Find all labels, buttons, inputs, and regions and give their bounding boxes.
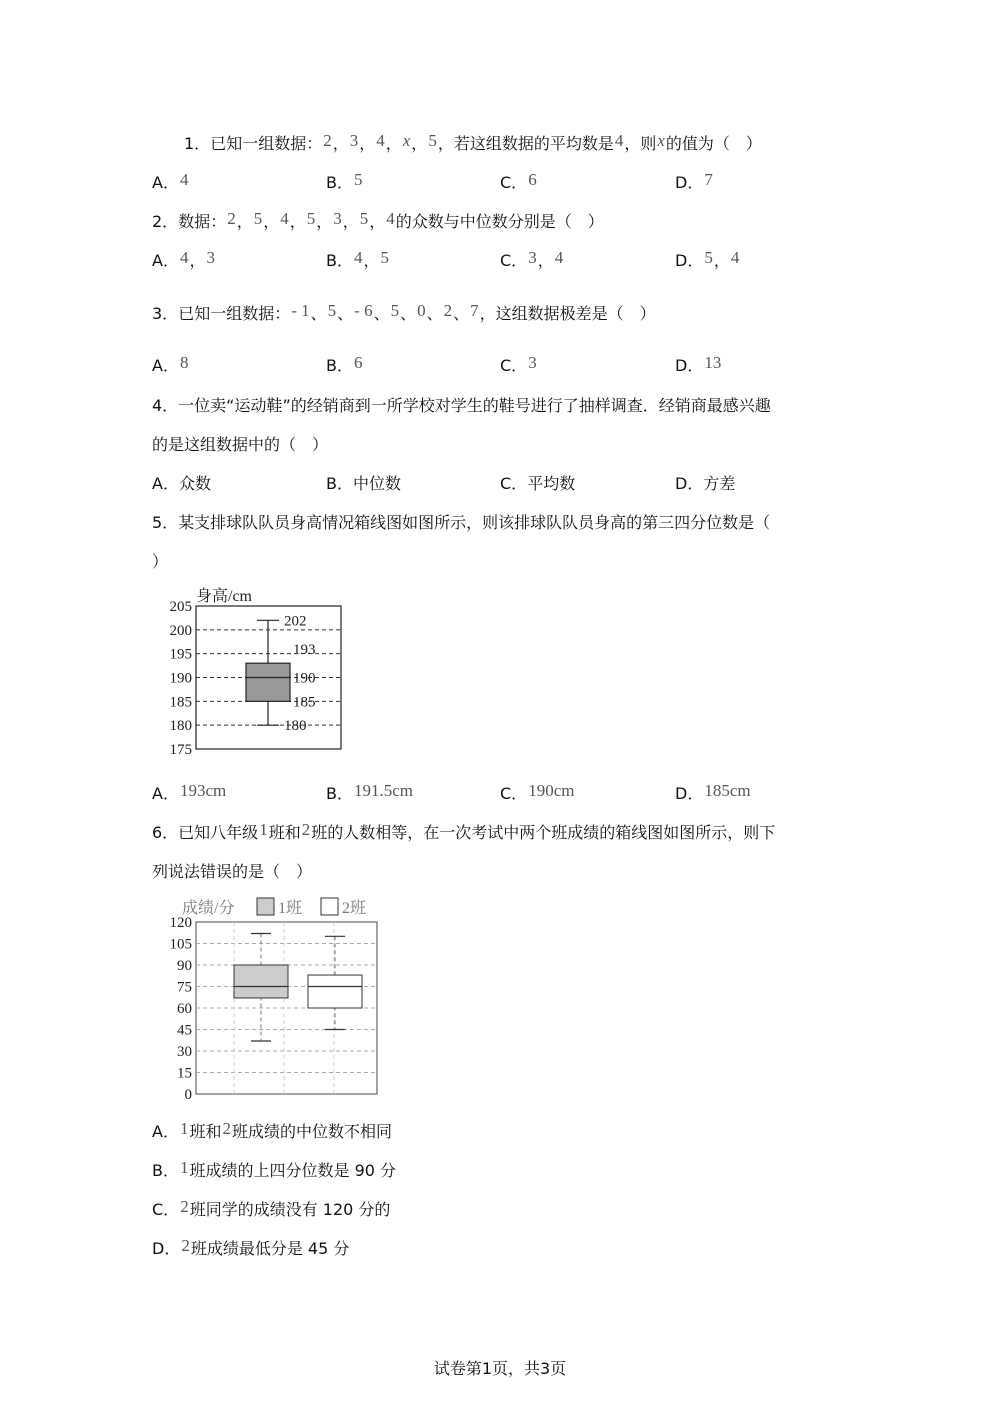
chart2-tick-label: 60	[177, 1001, 192, 1017]
score-boxplot	[150, 893, 390, 1105]
chart2-tick-label: 75	[177, 979, 192, 996]
q2-option-c[interactable]: C．3，4	[500, 248, 564, 270]
chart2-ylabel: 成绩/分	[182, 900, 235, 917]
q2-option-a[interactable]: A．4，3	[152, 248, 215, 270]
chart2-iqr-box	[308, 975, 362, 1008]
chart2-tick-label: 15	[177, 1065, 192, 1082]
q6-option-a[interactable]: A．1班和2班成绩的中位数不相同	[152, 1119, 392, 1141]
q4-stem-line1: 4．一位卖“运动鞋”的经销商到一所学校对学生的鞋号进行了抽样调查．经销商最感兴趣	[152, 396, 771, 415]
chart2-tick-label: 30	[177, 1044, 192, 1060]
q2-option-b[interactable]: B．4，5	[326, 248, 389, 270]
q6-option-d[interactable]: D．2班成绩最低分是 45 分	[152, 1236, 350, 1258]
q4-option-b[interactable]: B．中位数	[326, 474, 401, 493]
chart2-boxes	[234, 933, 362, 1041]
q4-options	[152, 473, 872, 495]
q3-option-b[interactable]: B．6	[326, 353, 363, 375]
q2-option-d[interactable]: D．5，4	[675, 248, 740, 270]
chart2-tick-label: 90	[177, 958, 192, 974]
q3-option-c[interactable]: C．3	[500, 353, 537, 375]
chart1-tick-label: 205	[169, 599, 192, 615]
q5-options	[152, 783, 872, 805]
q6-option-b[interactable]: B．1班成绩的上四分位数是 90 分	[152, 1158, 397, 1180]
chart2-iqr-box	[234, 965, 288, 998]
chart2-box-2	[308, 936, 362, 1029]
q4-option-d[interactable]: D．方差	[675, 474, 736, 493]
chart1-value-label: 185	[293, 694, 316, 711]
chart1-value-label: 202	[284, 613, 307, 630]
q5-stem-line1: 5．某支排球队队员身高情况箱线图如图所示，则该排球队队员身高的第三四分位数是（	[152, 513, 771, 532]
q5-option-b[interactable]: B．191.5cm	[326, 781, 414, 803]
chart1-tick-label: 175	[169, 742, 192, 758]
q6-stem-line2: 列说法错误的是（ ）	[152, 862, 313, 881]
chart1-value-label: 193	[293, 642, 316, 659]
chart1-value-label: 180	[284, 718, 307, 735]
q1-option-b[interactable]: B．5	[326, 170, 363, 192]
q5-option-a[interactable]: A．193cm	[152, 781, 227, 803]
chart2-tick-labels	[170, 915, 193, 1103]
q3-stem: 3．已知一组数据：- 1、5、- 6、5、0、2、7，这组数据极差是（ ）	[152, 301, 656, 323]
chart1-box	[246, 620, 290, 725]
chart1-tick-label: 180	[169, 718, 192, 735]
q5-stem-line2: ）	[152, 552, 169, 571]
q5-option-c[interactable]: C．190cm	[500, 781, 575, 803]
chart2-tick-label: 105	[169, 936, 192, 953]
chart2-tick-label: 0	[184, 1087, 192, 1103]
chart1-ylabel: 身高/cm	[196, 588, 252, 605]
legend-swatch-2	[321, 898, 338, 915]
q4-stem-line2: 的是这组数据中的（ ）	[152, 435, 329, 454]
q1-option-c[interactable]: C．6	[500, 170, 537, 192]
legend-label-1: 1班	[278, 900, 303, 917]
legend-label-2: 2班	[342, 900, 367, 917]
chart1-value-label: 190	[293, 670, 316, 687]
chart1-tick-label: 195	[169, 646, 192, 663]
chart2-tick-label: 45	[177, 1022, 192, 1039]
q6-stem-line1: 6．已知八年级1班和2班的人数相等，在一次考试中两个班成绩的箱线图如图所示，则下	[152, 820, 776, 842]
chart1-tick-labels	[170, 599, 193, 758]
q1-options	[152, 172, 872, 194]
q4-option-c[interactable]: C．平均数	[500, 474, 576, 493]
q2-stem: 2．数据：2，5，4，5，3，5，4的众数与中位数分别是（ ）	[152, 209, 604, 231]
q1-option-a[interactable]: A．4	[152, 170, 189, 192]
height-boxplot	[150, 582, 370, 762]
chart1-tick-label: 185	[169, 694, 192, 711]
chart1-tick-label: 190	[169, 670, 192, 687]
q3-option-d[interactable]: D．13	[675, 353, 722, 375]
chart1-iqr-box	[246, 663, 290, 701]
legend-swatch-1	[257, 898, 274, 915]
q2-options	[152, 250, 872, 272]
chart2-box-1	[234, 933, 288, 1041]
q6-option-c[interactable]: C．2班同学的成绩没有 120 分的	[152, 1197, 391, 1219]
q4-option-a[interactable]: A．众数	[152, 474, 211, 493]
q5-option-d[interactable]: D．185cm	[675, 781, 751, 803]
q3-option-a[interactable]: A．8	[152, 353, 189, 375]
q1-stem: 1．已知一组数据：2，3，4，x，5，若这组数据的平均数是4，则x的值为（ ）	[184, 131, 762, 153]
chart1-tick-label: 200	[169, 622, 192, 639]
page-footer: 试卷第1页，共3页	[433, 1359, 567, 1378]
chart2-tick-label: 120	[169, 915, 192, 931]
q3-options	[152, 355, 872, 377]
q1-option-d[interactable]: D．7	[675, 170, 713, 192]
